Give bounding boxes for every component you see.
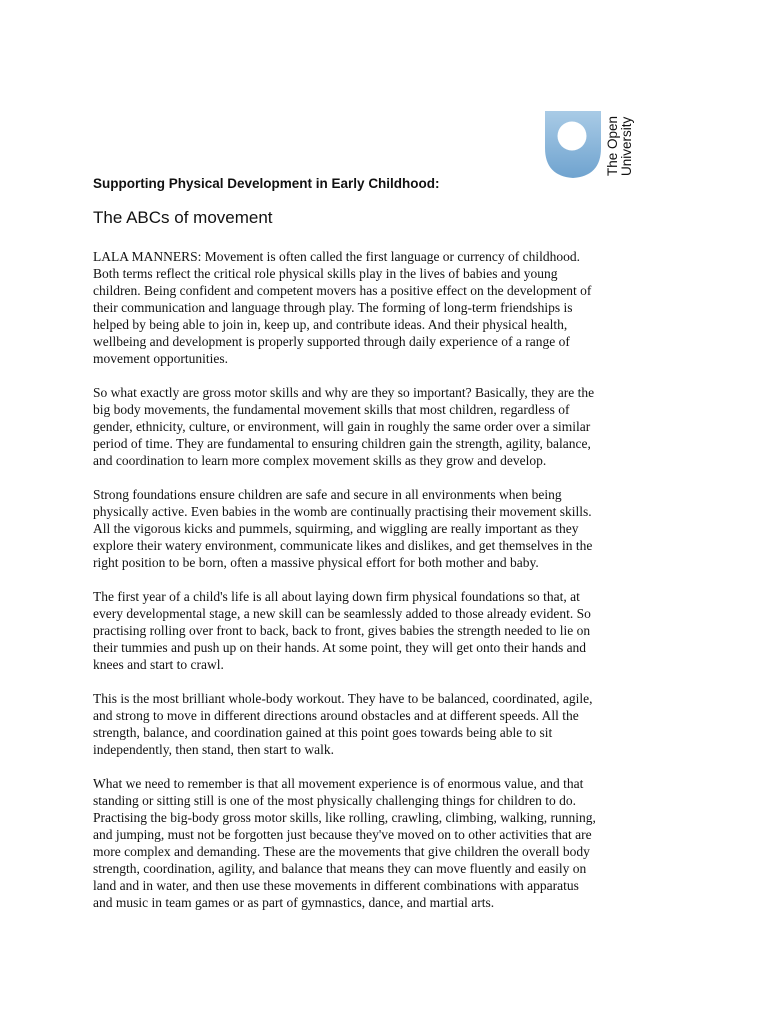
document-body [93,248,678,928]
paragraph-line: All the vigorous kicks and pummels, squirming, and wiggling are really important as they [93,521,579,536]
paragraph-line: and jumping, must not be forgotten just because they've moved on to other activities that are [93,827,592,842]
paragraph [93,690,678,758]
paragraph-line: strength, balance, and coordination gained at this point goes towards being able to sit [93,725,553,740]
paragraph-line: So what exactly are gross motor skills and why are they so important? Basically, they are the [93,385,595,400]
paragraph-line: big body movements, the fundamental movement skills that most children, regardless of [93,402,570,417]
paragraph [93,775,678,911]
paragraph-line: physically active. Even babies in the womb are continually practising their movement skills. [93,504,592,519]
paragraph-line: independently, then stand, then start to walk. [93,742,334,757]
paragraph-line: and music in team games or as part of gymnastics, dance, and martial arts. [93,895,495,910]
paragraph-line: knees and start to crawl. [93,657,224,672]
paragraph-line: land and in water, and then use these movements in different combinations with apparatus [93,878,579,893]
document-title: The ABCs of movement [93,208,273,227]
paragraph-line: period of time. They are fundamental to ensuring children gain the strength, agility, balance, [93,436,591,451]
paragraph-line: Strong foundations ensure children are safe and secure in all environments when being [93,487,562,502]
paragraph-line: practising rolling over front to back, back to front, gives babies the strength needed to lie on [93,623,591,638]
document-subtitle: Supporting Physical Development in Early Childhood: [93,176,440,191]
paragraph-line: every developmental stage, a new skill can be seamlessly added to those already evident. So [93,606,591,621]
paragraph-line: movement opportunities. [93,351,228,366]
paragraph-line: LALA MANNERS: Movement is often called the first language or currency of childhood. [93,249,581,264]
logo-line-2: University [619,116,634,176]
paragraph-line: strength, coordination, agility, and balance that means they can move fluently and easily on [93,861,587,876]
paragraph [93,486,678,571]
paragraph-line: Both terms reflect the critical role physical skills play in the lives of babies and young [93,266,558,281]
logo-wordmark [606,116,634,176]
paragraph-line: What we need to remember is that all movement experience is of enormous value, and that [93,776,584,791]
paragraph-line: their communication and language through play. The forming of long-term friendships is [93,300,573,315]
paragraph-line: more complex and demanding. These are the movements that give children the overall body [93,844,590,859]
paragraph [93,384,678,469]
paragraph-line: This is the most brilliant whole-body workout. They have to be balanced, coordinated, agile, [93,691,593,706]
paragraph [93,248,678,367]
paragraph [93,588,678,673]
paragraph-line: standing or sitting still is one of the most physically challenging things for children to do. [93,793,576,808]
paragraph-line: Practising the big-body gross motor skills, like rolling, crawling, climbing, walking, running, [93,810,596,825]
paragraph-line: children. Being confident and competent movers has a positive effect on the development of [93,283,592,298]
paragraph-line: wellbeing and development is properly supported through daily experience of a range of [93,334,570,349]
logo-line-1: The Open [605,115,620,176]
paragraph-line: helped by being able to join in, keep up, and contribute ideas. And their physical health, [93,317,568,332]
paragraph-line: their tummies and push up on their hands. At some point, they will get onto their hands and [93,640,587,655]
paragraph-line: explore their watery environment, communicate likes and dislikes, and get themselves in the [93,538,593,553]
paragraph-line: gender, ethnicity, culture, or environment, will gain in roughly the same order over a similar [93,419,591,434]
paragraph-line: right position to be born, often a massive physical effort for both mother and baby. [93,555,539,570]
paragraph-line: The first year of a child's life is all about laying down firm physical foundations so that, at [93,589,580,604]
paragraph-line: and coordination to learn more complex movement skills as they grow and develop. [93,453,547,468]
paragraph-line: and strong to move in different directions around obstacles and at different speeds. All the [93,708,579,723]
